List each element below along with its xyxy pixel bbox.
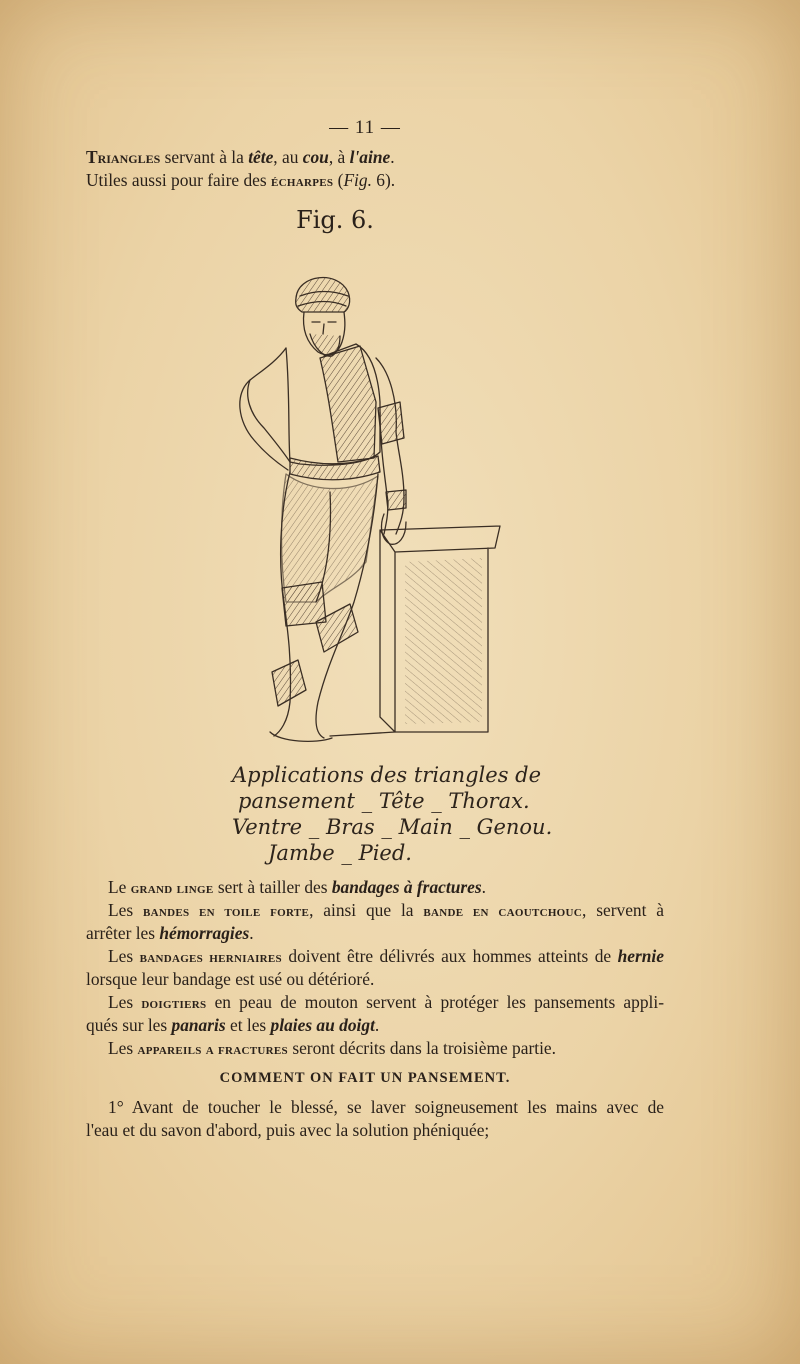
paragraph-5: [108, 1037, 556, 1061]
caption-line-3: Ventre _ Bras _ Main _ Genou.: [232, 815, 553, 839]
text: , servent à: [582, 900, 665, 920]
figure-illustration: [220, 262, 510, 746]
paragraph-2-line-2: [86, 922, 254, 944]
text: et les: [225, 1015, 271, 1035]
figure-label: Fig. 6.: [296, 206, 374, 234]
item-1-line-1: 1° Avant de toucher le blessé, se laver soigneusement les mains avec de: [108, 1097, 664, 1117]
term-echarpes: écharpes: [270, 174, 334, 190]
section-heading: COMMENT ON FAIT UN PANSEMENT.: [219, 1070, 511, 1086]
text: 6).: [371, 170, 396, 190]
paragraph-4-line-2: [86, 1014, 379, 1036]
term-panaris: panaris: [171, 1015, 226, 1035]
text: qués sur les: [86, 1015, 172, 1035]
caption-line-2: pansement _ Tête _ Thorax.: [238, 789, 530, 813]
text: .: [249, 923, 254, 943]
term-aine: l'aine: [349, 147, 391, 167]
term-plaies-doigt: plaies au doigt: [270, 1015, 375, 1035]
term-bandes-toile: bandes en toile forte: [142, 904, 310, 920]
term-doigtiers: doigtiers: [141, 996, 207, 1012]
text: .: [374, 1015, 380, 1035]
term-hernie: hernie: [617, 946, 664, 966]
term-grand-linge: grand linge: [130, 881, 214, 897]
text: arrêter les: [86, 923, 160, 943]
text: , ainsi que la: [309, 900, 424, 920]
term-hemorragies: hémorragies: [159, 923, 250, 943]
item-1-line-2: l'eau et du savon d'abord, puis avec la solution phéniquée;: [86, 1120, 490, 1140]
legs-drawing: [270, 472, 378, 741]
text: seront décrits dans la troisième partie.: [287, 1038, 556, 1058]
term-bandages-herniaires: bandages herniaires: [139, 950, 282, 966]
intro-line-1: [86, 146, 395, 168]
paragraph-1: [108, 876, 486, 900]
text: en peau de mouton servent à protéger les pansements appli-: [206, 992, 664, 1012]
term-triangles: Triangles: [86, 147, 161, 167]
text: Le: [108, 877, 131, 897]
term-bandages-fractures: bandages à fractures: [331, 877, 482, 897]
text: , au: [273, 147, 303, 167]
caption-line-4: Jambe _ Pied.: [268, 841, 412, 865]
text: .: [390, 147, 395, 167]
fig-ref: Fig.: [343, 170, 372, 190]
text: Les: [108, 1038, 138, 1058]
intro-line-2: [86, 169, 395, 193]
torso-drawing: [240, 344, 380, 480]
page-number: — 11 —: [329, 117, 401, 138]
head-drawing: [296, 278, 350, 357]
paragraph-3-line-2: lorsque leur bandage est usé ou détérioré.: [86, 969, 375, 989]
text: doivent être délivrés aux hommes atteints de: [281, 946, 618, 966]
text: .: [481, 877, 486, 897]
text: , à: [328, 147, 350, 167]
caption-line-1: Applications des triangles de: [232, 763, 542, 787]
text: Utiles aussi pour faire des: [86, 170, 271, 190]
text: sert à tailler des: [213, 877, 332, 897]
text: Les: [108, 900, 143, 920]
text: servant à la: [160, 147, 249, 167]
term-appareils-fractures: appareils a fractures: [137, 1042, 288, 1058]
text: Les: [108, 992, 142, 1012]
paragraph-4-line-1: [108, 991, 664, 1015]
text: (: [333, 170, 344, 190]
text: Les: [108, 946, 140, 966]
paragraph-3-line-1: [108, 945, 664, 969]
term-cou: cou: [302, 147, 329, 167]
paragraph-2-line-1: [108, 899, 664, 923]
term-tete: tête: [248, 147, 274, 167]
term-bande-caoutchouc: bande en caoutchouc: [423, 904, 583, 920]
